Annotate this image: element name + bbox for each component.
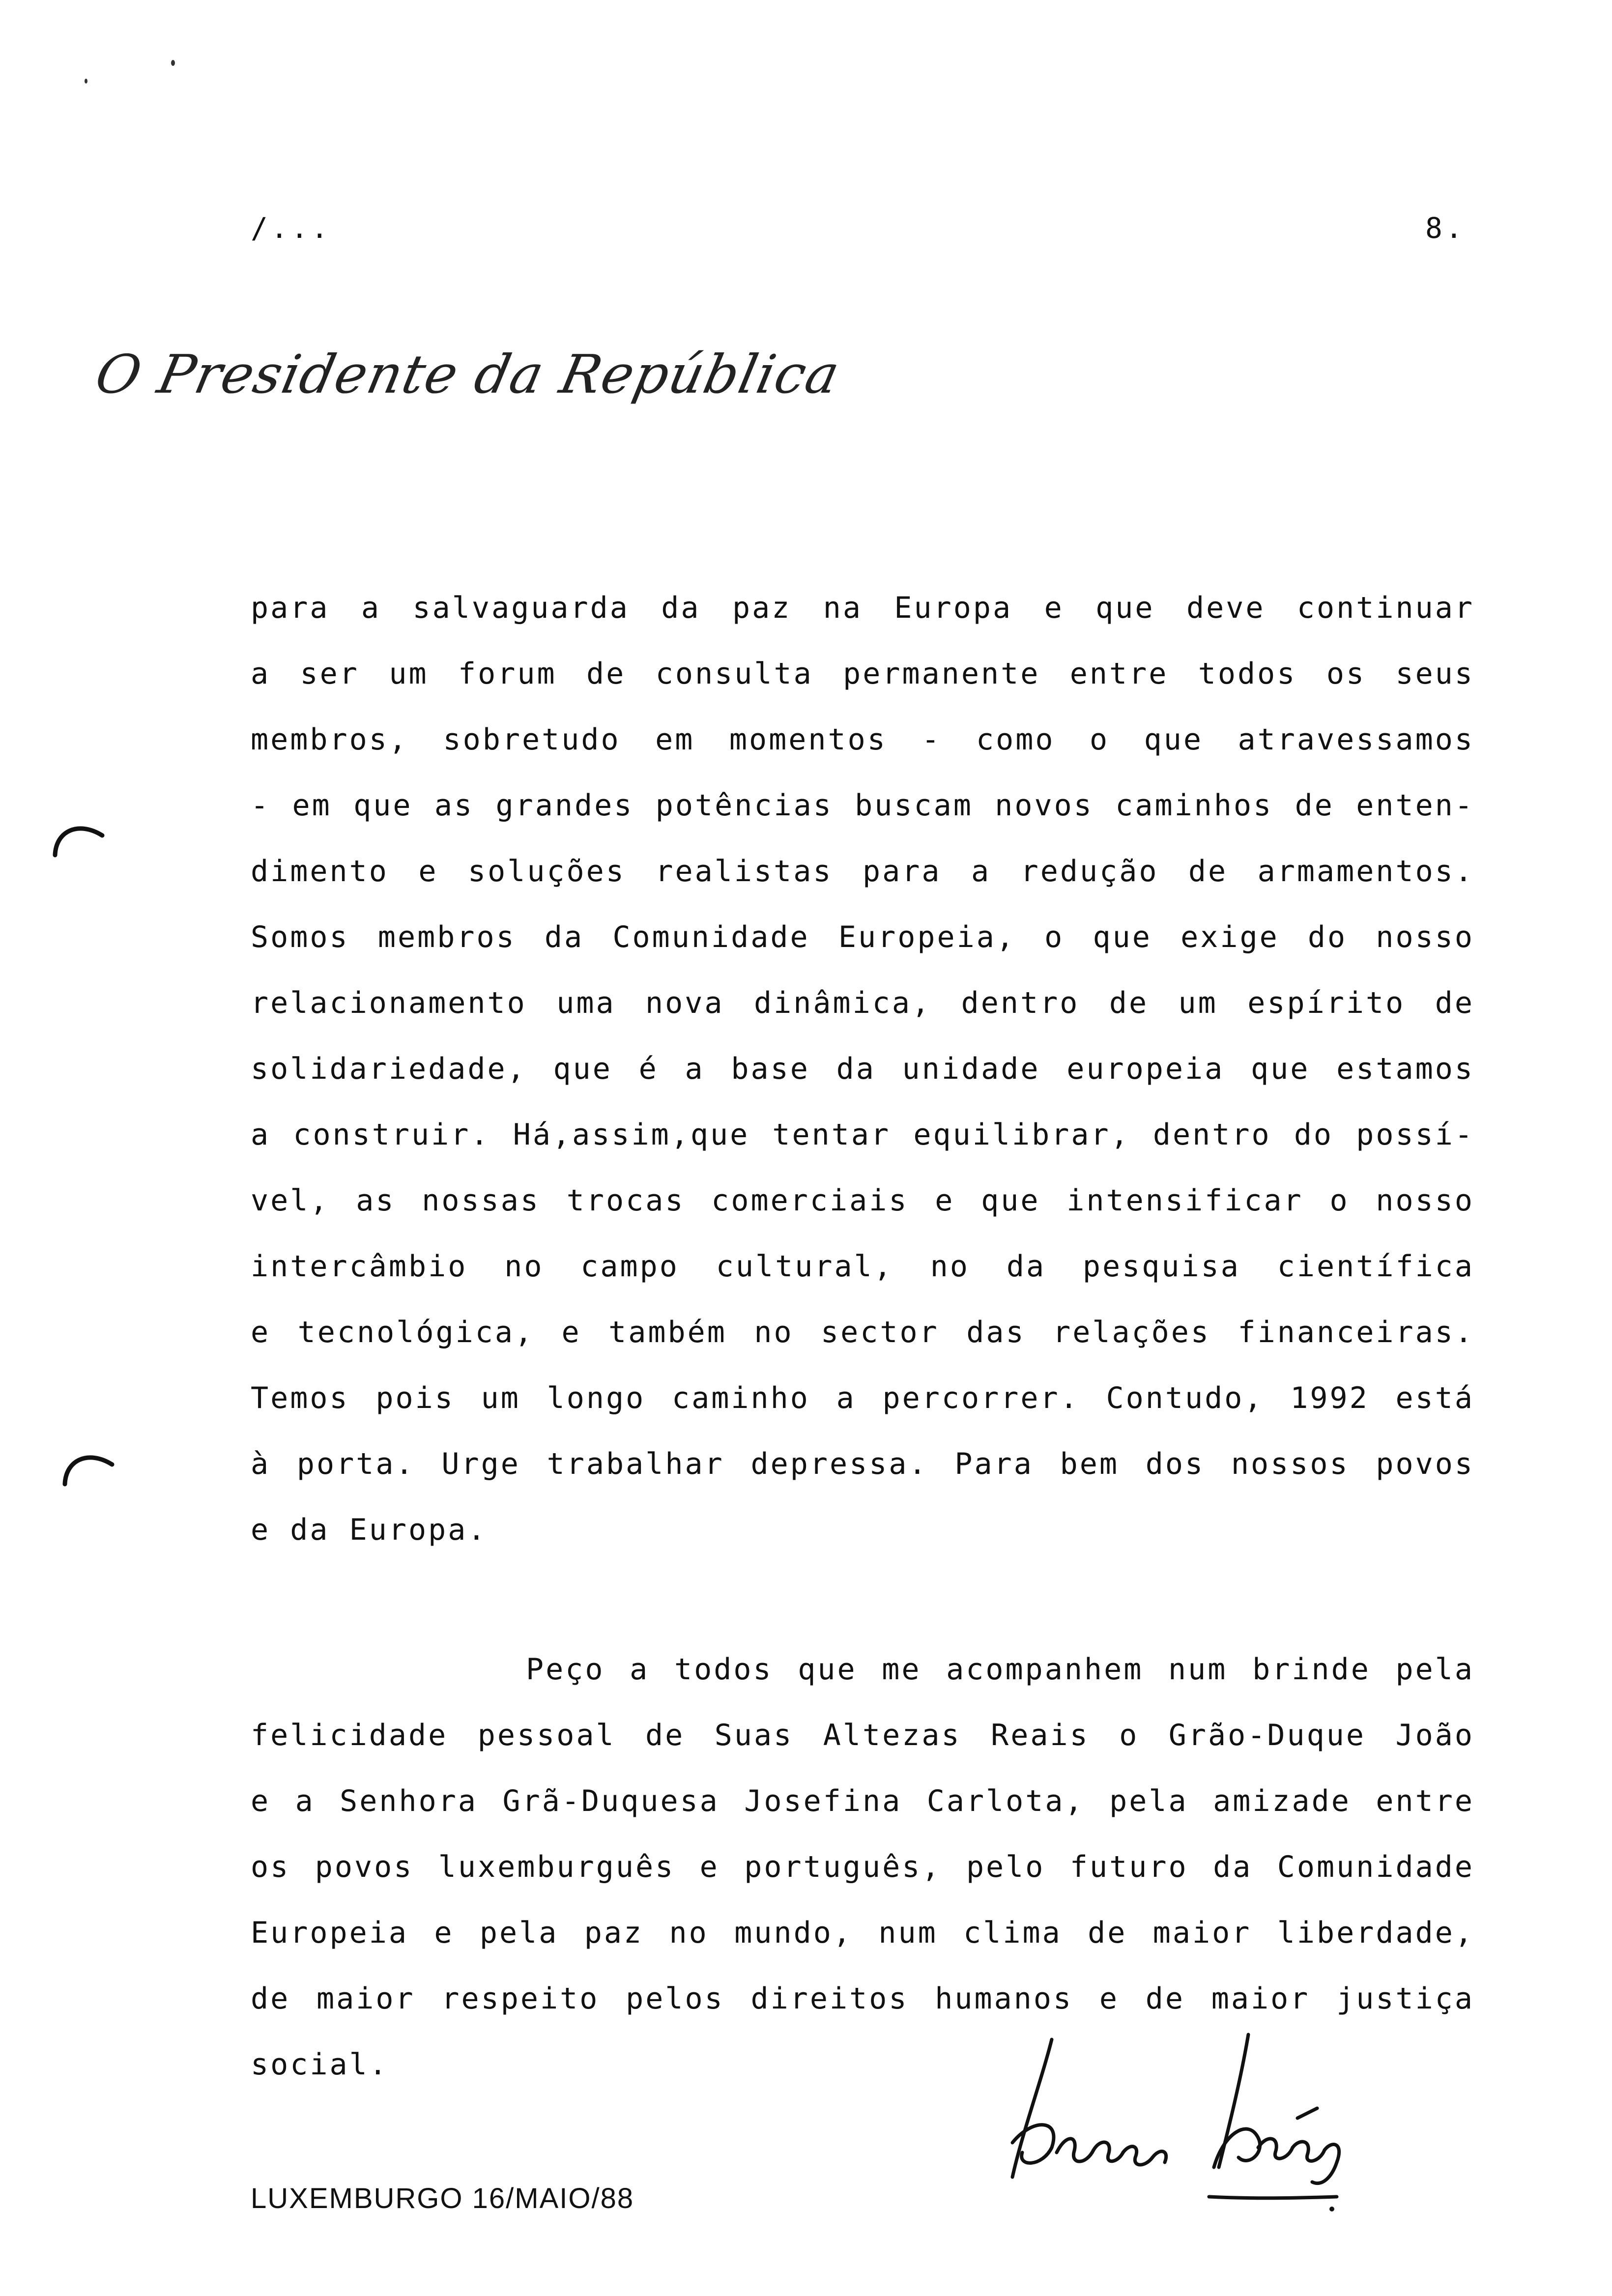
text-line: os povos luxemburguês e português, pelo futuro da Comunidade [251,1850,1474,1884]
text-line: membros, sobretudo em momentos - como o que atravessamos [251,722,1474,757]
text-line: solidariedade, que é a base da unidade europeia que estamos [251,1052,1474,1086]
text-line: e da Europa. [251,1513,488,1547]
text-line: felicidade pessoal de Suas Altezas Reais o Grão-Duque João [251,1718,1474,1752]
text-line: Peço a todos que me acompanhem num brinde pela [526,1652,1474,1687]
text-line: - em que as grandes potências buscam novos caminhos de enten- [251,788,1474,823]
text-line: para a salvaguarda da paz na Europa e que deve continuar [251,591,1474,625]
text-line: dimento e soluções realistas para a redução de armamentos. [251,854,1474,889]
text-line: relacionamento uma nova dinâmica, dentro de um espírito de [251,986,1474,1020]
text-line: a construir. Há,assim,que tentar equilibrar, dentro do possí- [251,1118,1474,1152]
place-and-date: LUXEMBURGO 16/MAIO/88 [251,2182,634,2214]
letterhead: O Presidente da República [90,344,846,405]
text-line: intercâmbio no campo cultural, no da pesquisa científica [251,1249,1474,1284]
margin-bracket-mark [49,816,108,860]
continuation-mark: /... [251,211,331,245]
text-line: de maior respeito pelos direitos humanos e de maior justiça [251,1981,1474,2016]
text-line: à porta. Urge trabalhar depressa. Para bem dos nossos povos [251,1447,1474,1481]
text-line: Somos membros da Comunidade Europeia, o que exige do nosso [251,920,1474,954]
text-line: Temos pois um longo caminho a percorrer. Contudo, 1992 está [251,1381,1474,1415]
handwritten-signature [993,2020,1366,2216]
text-line: social. [251,2047,389,2082]
text-line: Europeia e pela paz no mundo, num clima de maior liberdade, [251,1916,1474,1950]
text-line: e tecnológica, e também no sector das relações financeiras. [251,1315,1474,1349]
paragraph-1 [251,575,1474,1563]
margin-speck [85,79,87,84]
page-number: 8. [1425,211,1466,245]
text-line: vel, as nossas trocas comerciais e que intensificar o nosso [251,1183,1474,1218]
margin-speck [171,60,175,66]
margin-bracket-mark [59,1445,118,1489]
text-line: a ser um forum de consulta permanente entre todos os seus [251,657,1474,691]
text-line: e a Senhora Grã-Duquesa Josefina Carlota, pela amizade entre [251,1784,1474,1818]
